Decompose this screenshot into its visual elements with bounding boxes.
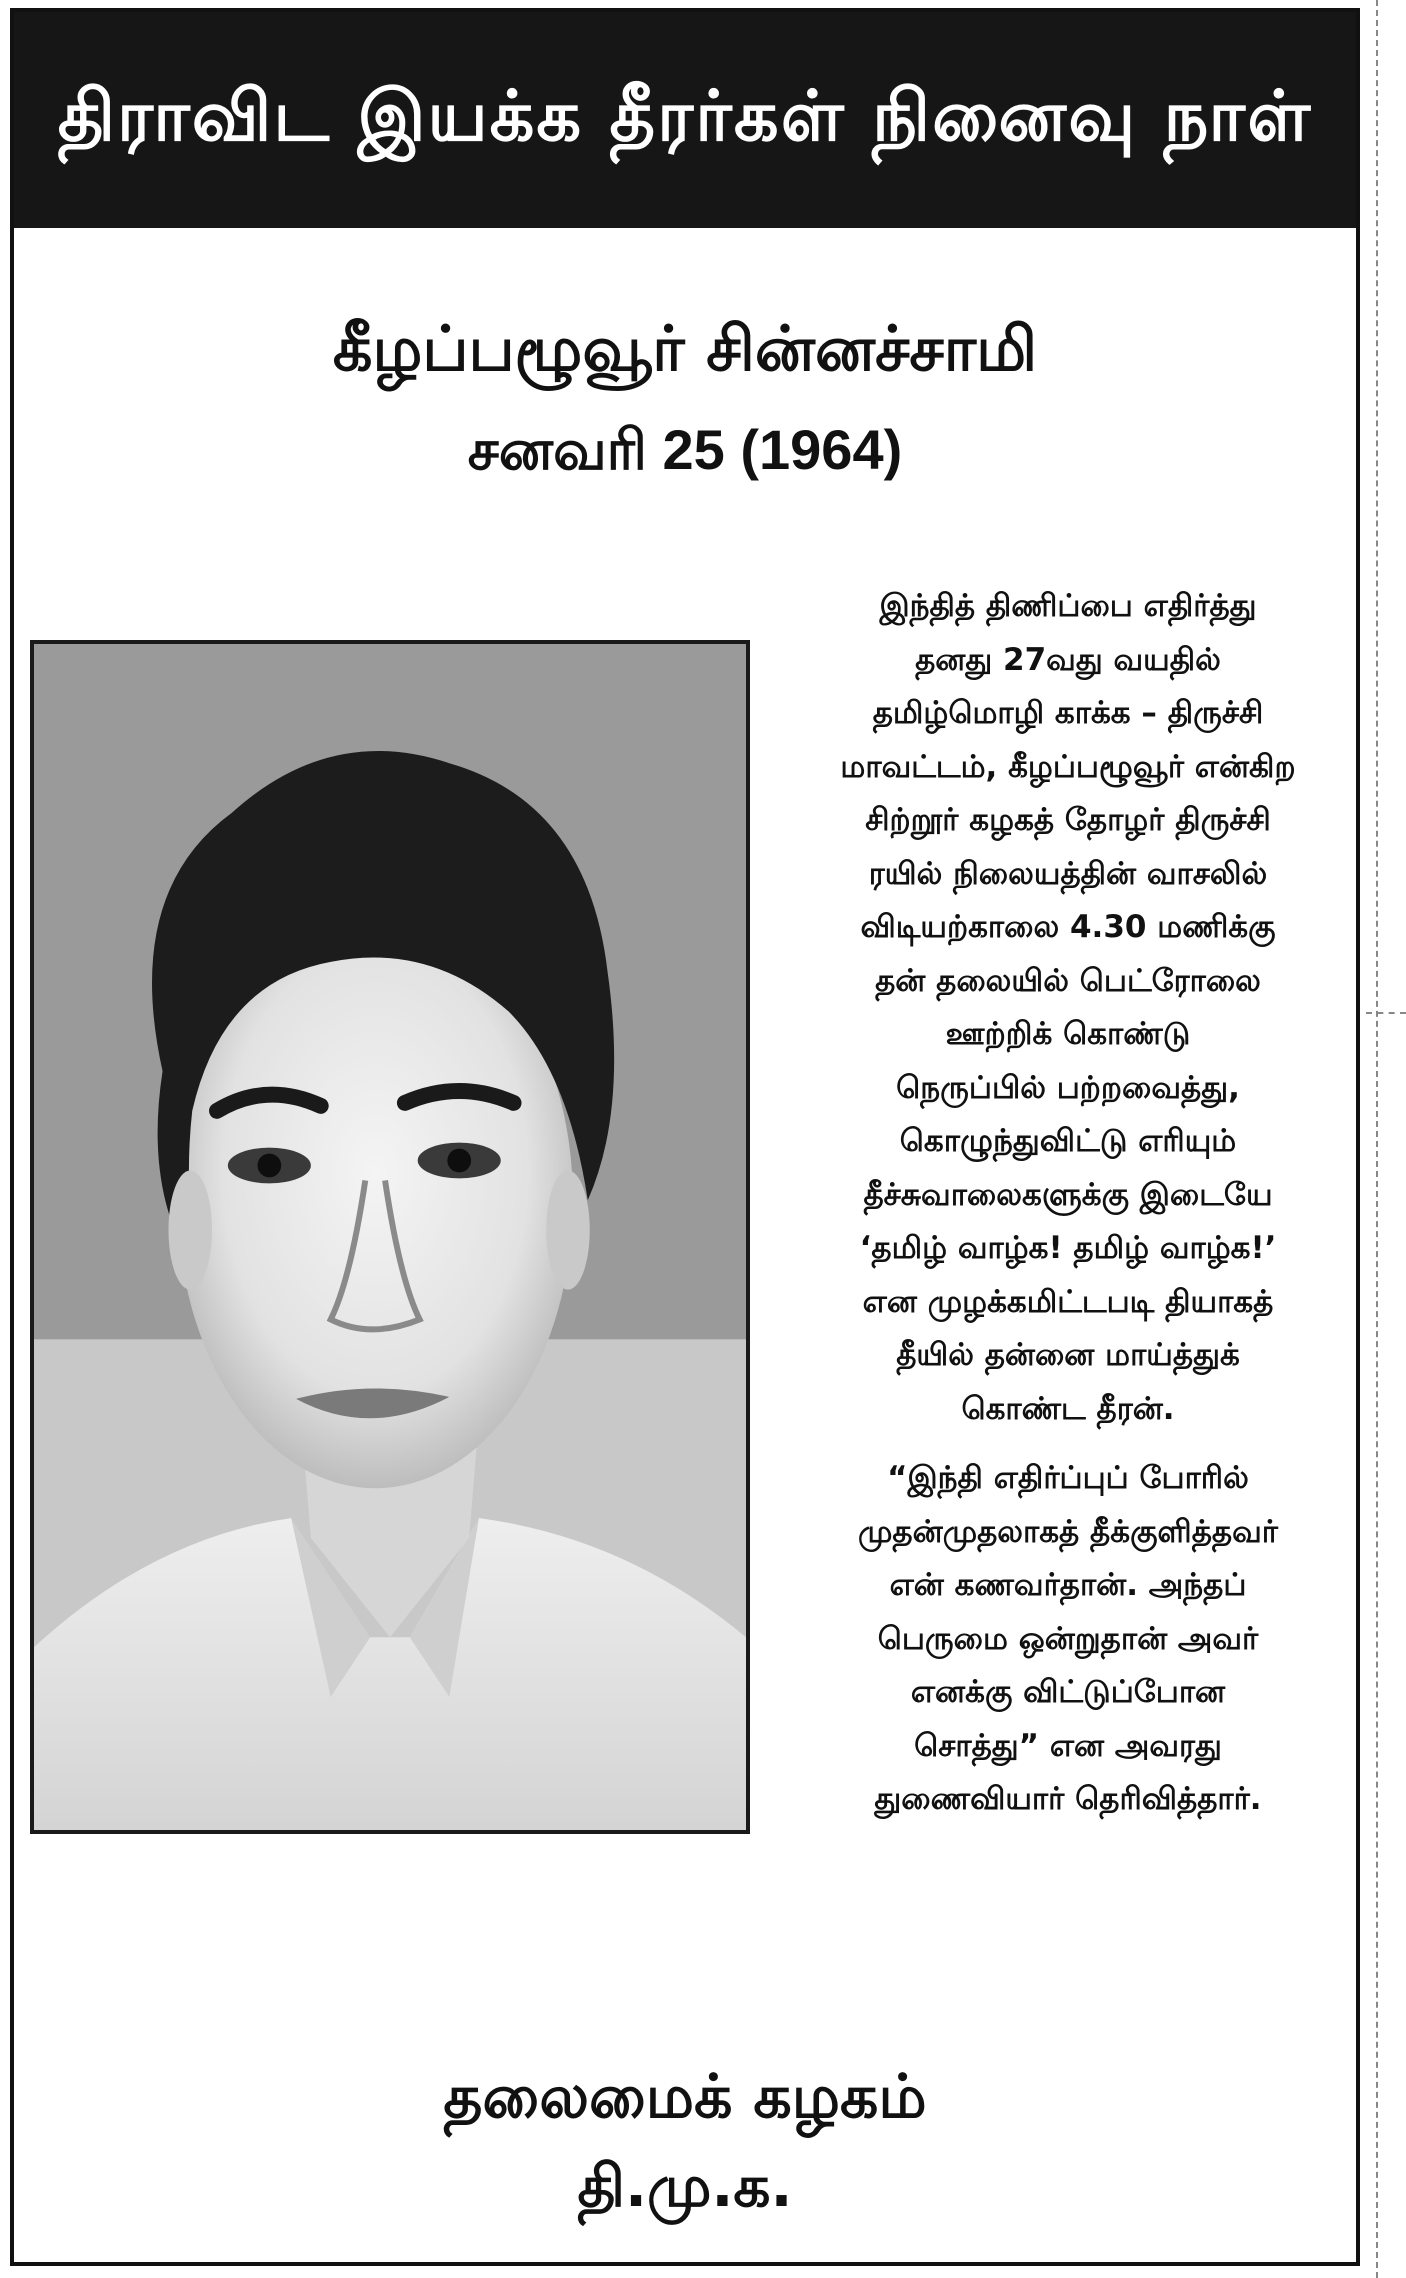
bio-text <box>762 580 1374 1827</box>
death-date: சனவரி 25 (1964) <box>467 418 903 481</box>
quote-line: “இந்தி எதிர்ப்புப் போரில் <box>887 1460 1249 1496</box>
adjacent-page-edge <box>1366 0 1406 2278</box>
bio-line: தீச்சுவாலைகளுக்கு இடையே <box>863 1176 1273 1213</box>
obituary-notice <box>10 8 1360 2266</box>
bio-line: தீயில் தன்னை மாய்த்துக் <box>896 1337 1240 1373</box>
signature-party: தி.மு.க. <box>577 2152 793 2220</box>
quote-line: துணைவியார் தெரிவித்தார். <box>874 1781 1262 1817</box>
bio-line: சிற்றூர் கழகத் தோழர் திருச்சி <box>865 802 1271 838</box>
bio-line: விடியற்காலை 4.30 மணிக்கு <box>860 909 1276 945</box>
bio-paragraph-2 <box>762 1452 1374 1827</box>
bio-line: இந்தித் திணிப்பை எதிர்த்து <box>879 588 1257 624</box>
portrait-photo <box>30 640 750 1834</box>
cut-line-vertical <box>1376 0 1378 2278</box>
person-name: கீழப்பழூவூர் சின்னச்சாமி <box>332 312 1038 385</box>
quote-line: சொத்து” என அவரது <box>914 1727 1222 1764</box>
bio-line: நெருப்பில் பற்றவைத்து, <box>896 1069 1240 1106</box>
bio-line: ‘தமிழ் வாழ்க! தமிழ் வாழ்க!’ <box>859 1230 1277 1266</box>
signature-head-office: தலைமைக் கழகம் <box>443 2062 927 2132</box>
bio-line: தன் தலையில் பெட்ரோலை <box>875 962 1261 999</box>
paragraph-gap <box>762 1436 1374 1452</box>
quote-line: எனக்கு விட்டுப்போன <box>910 1674 1226 1710</box>
bio-line: மாவட்டம், கீழப்பழூவூர் என்கிற <box>840 748 1296 785</box>
bio-line: தமிழ்மொழி காக்க – திருச்சி <box>872 695 1264 731</box>
bio-paragraph-1 <box>762 580 1374 1436</box>
bio-line: ஊற்றிக் கொண்டு <box>945 1016 1191 1052</box>
bio-line: கொழுந்துவிட்டு எரியும் <box>899 1123 1237 1159</box>
banner-title: திராவிட இயக்க தீரர்கள் நினைவு நாள் <box>57 74 1313 157</box>
portrait-photo-icon <box>34 644 746 1830</box>
banner <box>14 12 1356 228</box>
bio-line: ரயில் நிலையத்தின் வாசலில் <box>868 855 1268 892</box>
bio-line: தனது 27வது வயதில் <box>915 641 1221 678</box>
quote-line: பெருமை ஒன்றுதான் அவர் <box>877 1620 1259 1657</box>
quote-line: என் கணவர்தான். அந்தப் <box>889 1567 1247 1603</box>
bio-line: கொண்ட தீரன். <box>961 1390 1175 1427</box>
bio-line: என முழக்கமிட்டபடி தியாகத் <box>862 1283 1274 1320</box>
cut-line-horizontal <box>1366 1012 1406 1014</box>
quote-line: முதன்முதலாகத் தீக்குளித்தவர் <box>858 1513 1278 1550</box>
